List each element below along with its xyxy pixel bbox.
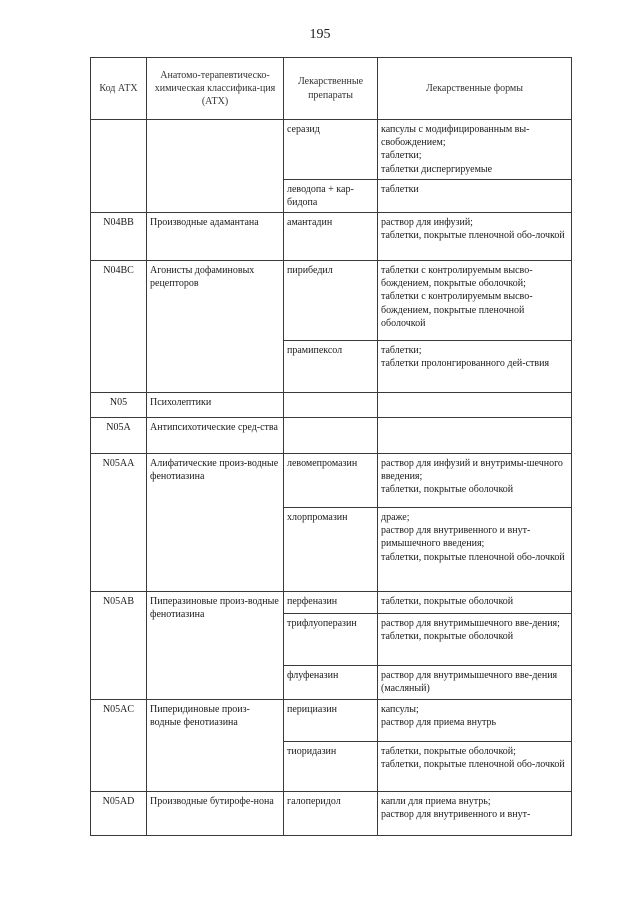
- drug-name-cell: флуфеназин: [284, 666, 378, 700]
- classification-cell: [147, 120, 284, 213]
- dosage-form-line: капсулы с модифицированным вы-свобождением;: [381, 124, 530, 149]
- dosage-forms-cell: [378, 341, 572, 393]
- drug-name-cell: трифлуоперазин: [284, 614, 378, 666]
- dosage-form-line: таблетки с контролируемым высво-бождением, покрытые пленочной оболочкой: [381, 291, 533, 329]
- dosage-form-line: драже;: [381, 512, 410, 523]
- page-number: 195: [309, 27, 331, 42]
- dosage-forms-cell: [378, 792, 572, 836]
- classification-cell: Пиперидиновые произ-водные фенотиазина: [147, 700, 284, 792]
- atx-code-cell: [91, 120, 147, 213]
- dosage-form-line: таблетки, покрытые пленочной обо-лочкой: [381, 230, 565, 242]
- atx-code-cell: N05AD: [91, 792, 147, 836]
- dosage-forms-cell: [378, 508, 572, 592]
- drug-name-cell: тиоридазин: [284, 742, 378, 792]
- dosage-forms-cell: [378, 742, 572, 792]
- dosage-forms-cell: [378, 614, 572, 666]
- dosage-forms-cell: [378, 180, 572, 213]
- dosage-form-line: таблетки, покрытые оболочкой: [381, 596, 514, 607]
- table-row: [91, 261, 572, 341]
- drug-name-cell: пирибедил: [284, 261, 378, 341]
- atx-table: [90, 57, 572, 836]
- table-body: [91, 120, 572, 836]
- drug-name-cell: левомепромазин: [284, 454, 378, 508]
- dosage-forms-cell: [378, 454, 572, 508]
- table-header-row: [91, 58, 572, 120]
- classification-cell: Производные адамантана: [147, 213, 284, 261]
- dosage-form-line: раствор для внутримышечного вве-дения;: [381, 618, 560, 629]
- dosage-forms-cell: [378, 261, 572, 341]
- atx-code-cell: N04BC: [91, 261, 147, 393]
- drug-name-cell: хлорпромазин: [284, 508, 378, 592]
- dosage-forms-cell: [378, 666, 572, 700]
- atx-code-cell: N05: [91, 393, 147, 418]
- classification-cell: Производные бутирофе-нона: [147, 792, 284, 836]
- drug-name-cell: галоперидол: [284, 792, 378, 836]
- table-row: [91, 418, 572, 454]
- dosage-forms-cell: [378, 120, 572, 180]
- drug-name-cell: серазид: [284, 120, 378, 180]
- dosage-forms-cell: [378, 213, 572, 261]
- atx-code-cell: N05AC: [91, 700, 147, 792]
- dosage-form-line: капсулы;: [381, 704, 419, 715]
- classification-cell: Пиперазиновые произ-водные фенотиазина: [147, 592, 284, 700]
- dosage-form-line: капли для приема внутрь;: [381, 796, 491, 807]
- drug-name-cell: [284, 418, 378, 454]
- dosage-form-line: таблетки, покрытые оболочкой: [381, 631, 514, 643]
- dosage-form-line: таблетки, покрытые оболочкой: [381, 484, 514, 496]
- dosage-form-line: таблетки, покрытые оболочкой;: [381, 746, 516, 757]
- atx-code-cell: N04BB: [91, 213, 147, 261]
- table-row: [91, 120, 572, 180]
- classification-cell: Антипсихотические сред-ства: [147, 418, 284, 454]
- dosage-form-line: таблетки диспергируемые: [381, 163, 493, 175]
- dosage-forms-cell: [378, 700, 572, 742]
- table-row: [91, 792, 572, 836]
- dosage-form-line: раствор для внутривенного и внут-римышечного введения;: [381, 525, 531, 550]
- dosage-form-line: таблетки;: [381, 150, 422, 162]
- drug-name-cell: перициазин: [284, 700, 378, 742]
- drug-name-cell: прамипексол: [284, 341, 378, 393]
- table-row: [91, 454, 572, 508]
- dosage-form-line: раствор для внутримышечного вве-дения (масляный): [381, 670, 558, 695]
- atx-code-cell: N05AA: [91, 454, 147, 592]
- atx-code-cell: N05AB: [91, 592, 147, 700]
- dosage-form-line: таблетки, покрытые пленочной обо-лочкой: [381, 551, 565, 563]
- classification-cell: Алифатические произ-водные фенотиазина: [147, 454, 284, 592]
- dosage-forms-cell: [378, 393, 572, 418]
- dosage-form-line: таблетки пролонгированного дей-ствия: [381, 358, 550, 370]
- header-drugs: Лекарственные препараты: [284, 58, 378, 120]
- header-classification: Анатомо-терапевтическо-химическая классифика-ция (АТХ): [147, 58, 284, 120]
- header-code: Код АТХ: [91, 58, 147, 120]
- dosage-form-line: таблетки с контролируемым высво-бождением, покрытые оболочкой;: [381, 265, 533, 290]
- table-row: [91, 700, 572, 742]
- atx-code-cell: N05A: [91, 418, 147, 454]
- drug-name-cell: леводопа + кар-бидопа: [284, 180, 378, 213]
- header-forms: Лекарственные формы: [378, 58, 572, 120]
- dosage-form-line: раствор для инфузий и внутримы-шечного введения;: [381, 458, 563, 483]
- table-row: [91, 592, 572, 614]
- dosage-form-line: таблетки: [381, 184, 419, 195]
- classification-cell: Психолептики: [147, 393, 284, 418]
- dosage-form-line: раствор для инфузий;: [381, 217, 473, 228]
- dosage-forms-cell: [378, 418, 572, 454]
- drug-name-cell: перфеназин: [284, 592, 378, 614]
- drug-name-cell: [284, 393, 378, 418]
- classification-cell: Агонисты дофаминовых рецепторов: [147, 261, 284, 393]
- dosage-form-line: таблетки;: [381, 345, 422, 356]
- table-row: [91, 213, 572, 261]
- dosage-form-line: таблетки, покрытые пленочной обо-лочкой: [381, 759, 565, 771]
- table-row: [91, 393, 572, 418]
- dosage-form-line: раствор для внутривенного и внут-: [381, 809, 531, 821]
- dosage-form-line: раствор для приема внутрь: [381, 717, 497, 729]
- dosage-forms-cell: [378, 592, 572, 614]
- drug-name-cell: амантадин: [284, 213, 378, 261]
